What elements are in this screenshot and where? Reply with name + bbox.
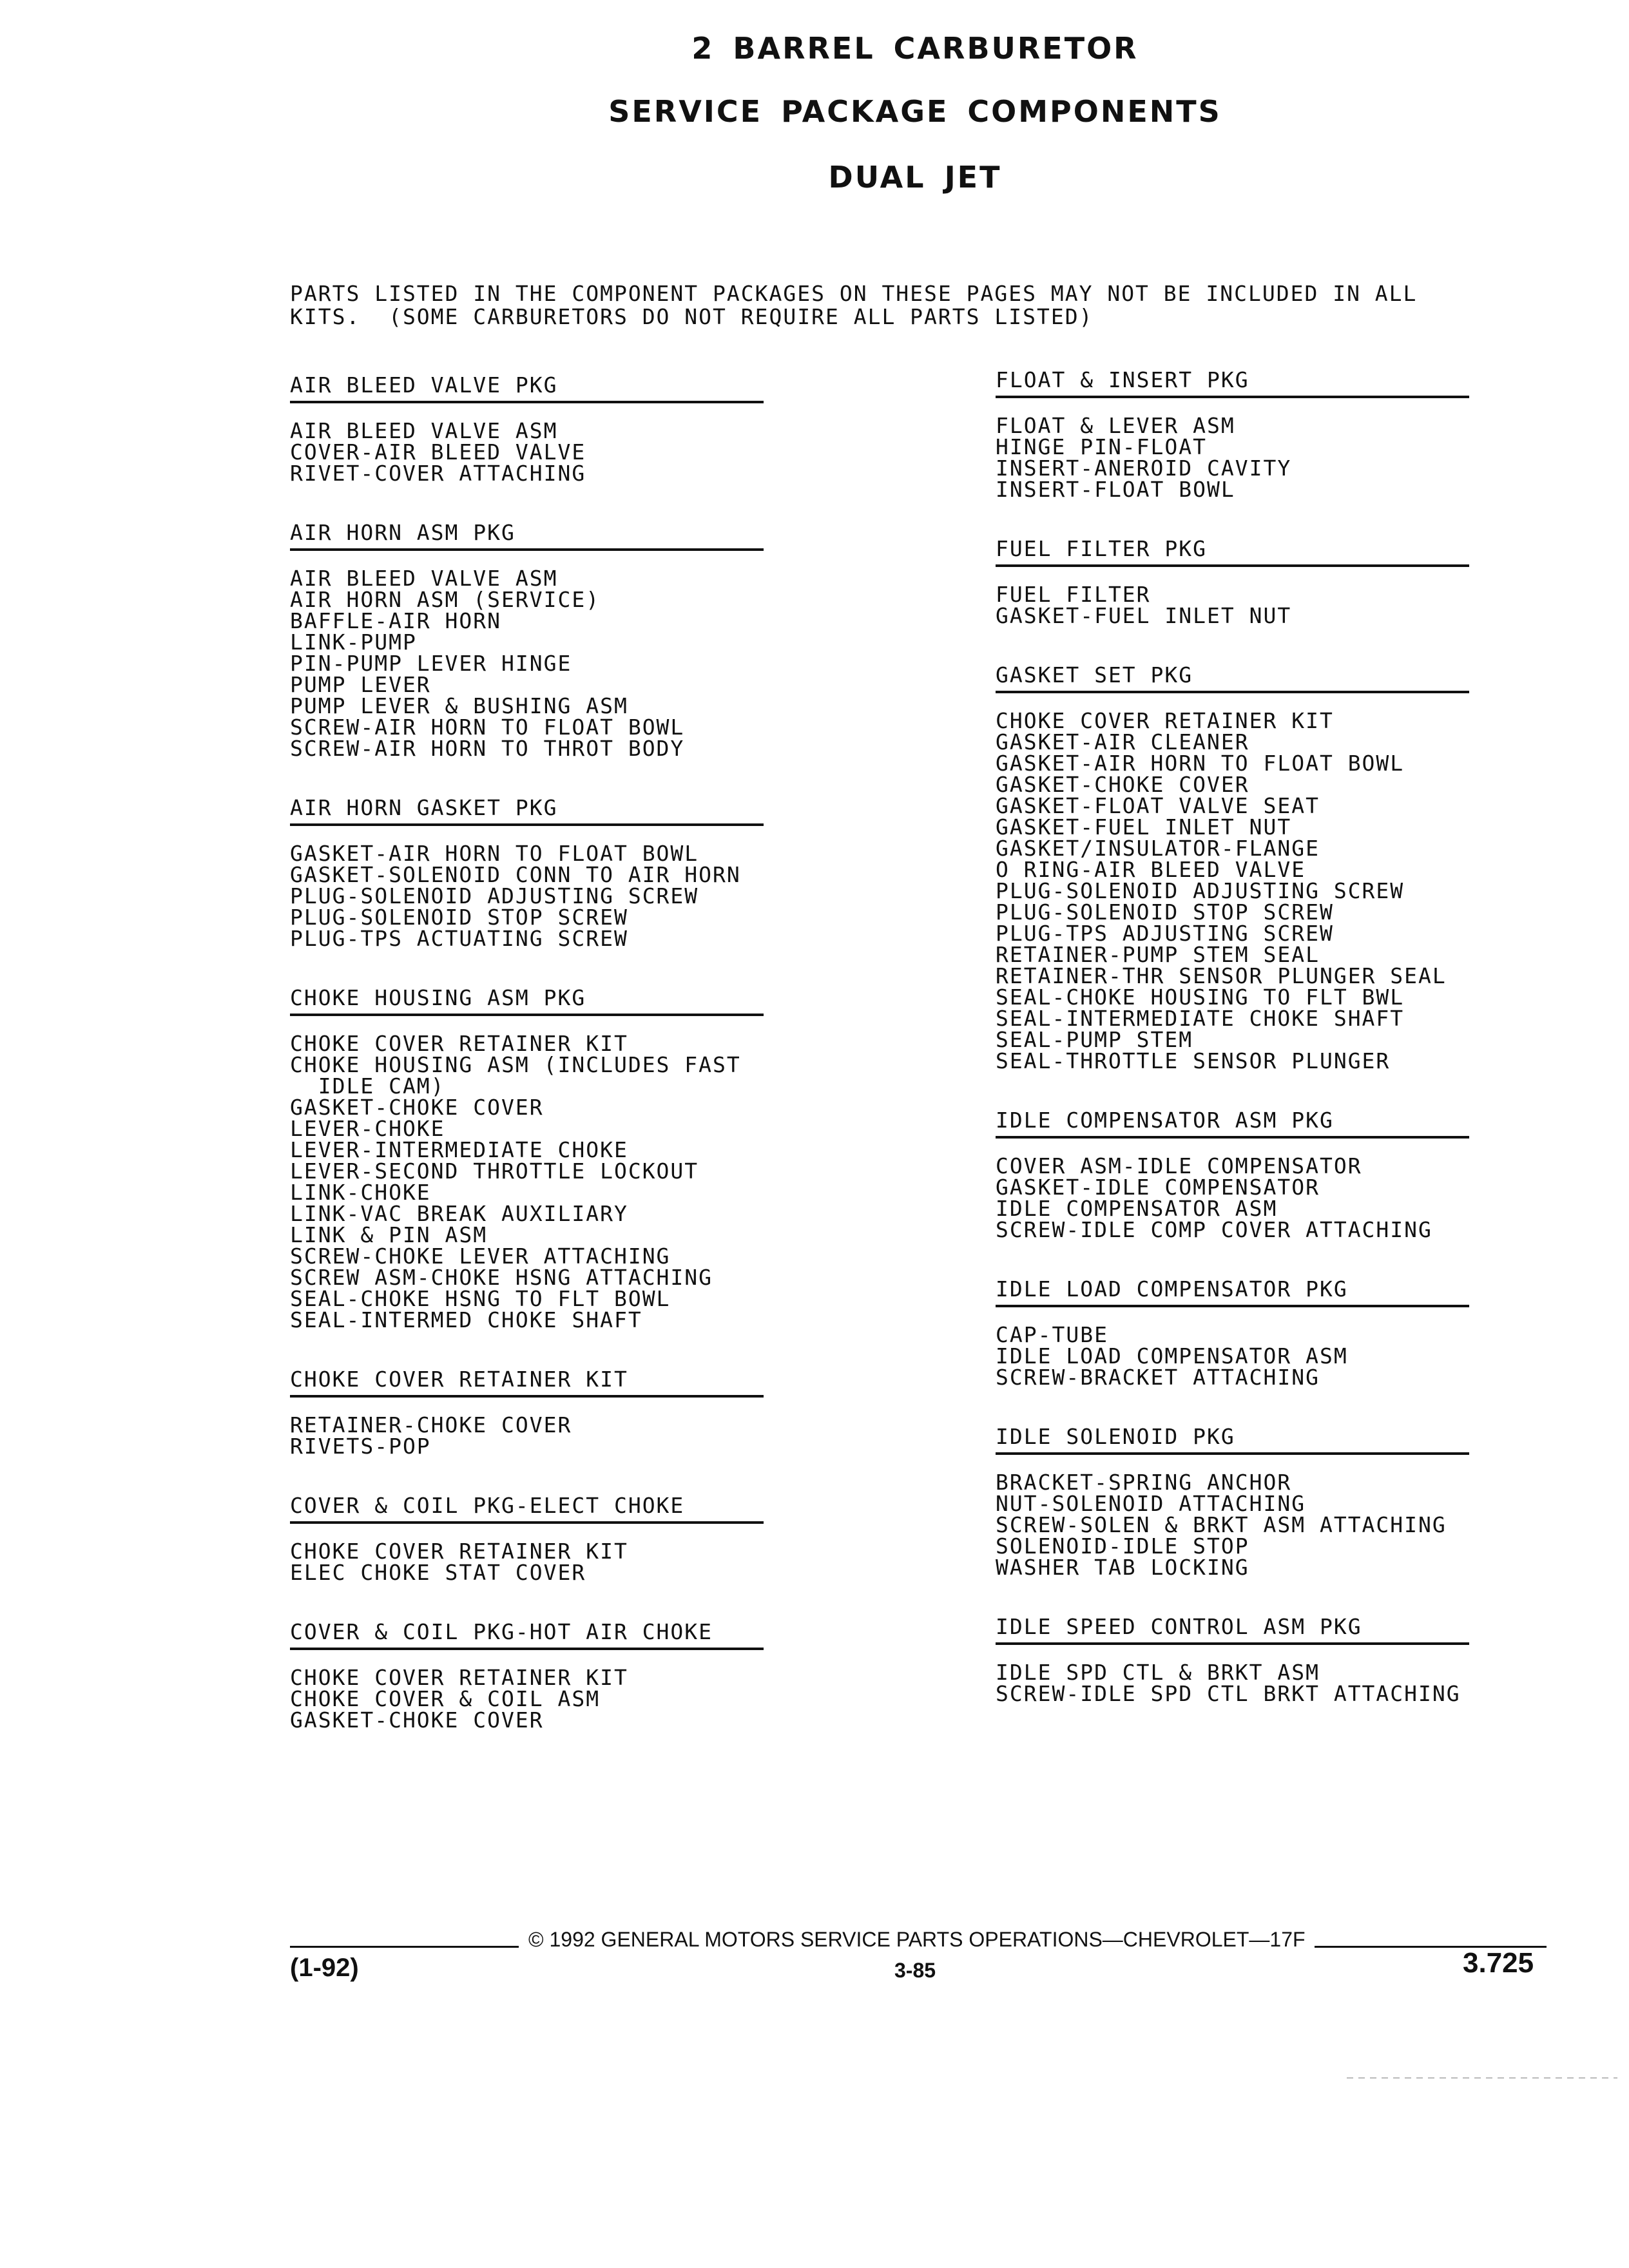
package-item: IDLE CAM)	[290, 1073, 445, 1099]
package-section	[996, 1278, 1485, 1388]
package-item: PUMP LEVER	[290, 672, 431, 697]
package-item-list	[290, 1414, 780, 1457]
package-title: FLOAT & INSERT PKG	[996, 369, 1469, 398]
copyright-line: © 1992 GENERAL MOTORS SERVICE PARTS OPERATIONS—CHEVROLET—17F	[528, 1928, 1306, 1951]
package-item: RETAINER-THR SENSOR PLUNGER SEAL	[996, 963, 1447, 988]
package-item-list	[290, 1667, 780, 1731]
package-item-list	[996, 1155, 1485, 1240]
package-title: COVER & COIL PKG-ELECT CHOKE	[290, 1494, 764, 1524]
package-item-list	[996, 584, 1485, 626]
package-item: SCREW-AIR HORN TO THROT BODY	[290, 736, 685, 761]
page-title: 2 BARREL CARBURETOR	[691, 31, 1139, 66]
package-item-list	[996, 1662, 1485, 1704]
package-item: PUMP LEVER & BUSHING ASM	[290, 693, 628, 718]
package-item: GASKET-FUEL INLET NUT	[996, 814, 1292, 840]
package-item: SCREW-BRACKET ATTACHING	[996, 1365, 1320, 1390]
package-item: SEAL-INTERMED CHOKE SHAFT	[290, 1307, 642, 1332]
package-item: GASKET-FUEL INLET NUT	[996, 603, 1292, 628]
package-item: SCREW-CHOKE LEVER ATTACHING	[290, 1244, 671, 1269]
package-section	[996, 1425, 1485, 1578]
package-section	[996, 537, 1485, 626]
package-item-list	[996, 1472, 1485, 1578]
package-item: GASKET/INSULATOR-FLANGE	[996, 836, 1320, 861]
package-item-list	[996, 1324, 1485, 1388]
package-title: CHOKE COVER RETAINER KIT	[290, 1368, 764, 1398]
package-item: AIR BLEED VALVE ASM	[290, 418, 558, 443]
package-item: NUT-SOLENOID ATTACHING	[996, 1491, 1306, 1516]
package-item: GASKET-CHOKE COVER	[996, 772, 1249, 797]
package-section	[996, 1109, 1485, 1240]
package-item: CAP-TUBE	[996, 1322, 1108, 1347]
package-item: IDLE COMPENSATOR ASM	[996, 1196, 1278, 1221]
package-section	[290, 1494, 780, 1583]
package-item: RETAINER-PUMP STEM SEAL	[996, 942, 1320, 967]
package-item-list	[290, 1033, 780, 1331]
package-section	[290, 986, 780, 1331]
package-item: PLUG-TPS ACTUATING SCREW	[290, 926, 628, 951]
package-item: PLUG-SOLENOID STOP SCREW	[996, 899, 1334, 925]
package-item: RIVET-COVER ATTACHING	[290, 461, 586, 486]
package-item: CHOKE COVER RETAINER KIT	[290, 1539, 628, 1564]
package-item: LINK-CHOKE	[290, 1180, 431, 1205]
package-item: RETAINER-CHOKE COVER	[290, 1412, 572, 1437]
package-item: CHOKE HOUSING ASM (INCLUDES FAST	[290, 1052, 741, 1077]
right-column	[996, 369, 1485, 1742]
package-item: IDLE LOAD COMPENSATOR ASM	[996, 1343, 1348, 1369]
package-item: CHOKE COVER RETAINER KIT	[996, 708, 1334, 733]
package-item: COVER ASM-IDLE COMPENSATOR	[996, 1153, 1362, 1178]
package-title: IDLE SPEED CONTROL ASM PKG	[996, 1615, 1469, 1645]
package-item: SEAL-INTERMEDIATE CHOKE SHAFT	[996, 1006, 1405, 1031]
package-title: AIR HORN GASKET PKG	[290, 796, 764, 826]
package-item: INSERT-FLOAT BOWL	[996, 477, 1235, 502]
package-item: LINK & PIN ASM	[290, 1222, 488, 1247]
package-item: WASHER TAB LOCKING	[996, 1555, 1249, 1580]
package-title: AIR HORN ASM PKG	[290, 521, 764, 551]
package-item: CHOKE COVER RETAINER KIT	[290, 1031, 628, 1056]
package-title: FUEL FILTER PKG	[996, 537, 1469, 567]
package-item: PIN-PUMP LEVER HINGE	[290, 651, 572, 676]
package-section	[290, 374, 780, 484]
package-item: SEAL-THROTTLE SENSOR PLUNGER	[996, 1048, 1391, 1073]
package-item-list	[996, 710, 1485, 1072]
package-item: BRACKET-SPRING ANCHOR	[996, 1470, 1292, 1495]
date-code: (1-92)	[290, 1954, 359, 1982]
package-section	[996, 1615, 1485, 1704]
package-item-list	[290, 1541, 780, 1583]
package-item: PLUG-SOLENOID ADJUSTING SCREW	[290, 883, 699, 908]
package-item-list	[290, 420, 780, 484]
package-item-list	[290, 568, 780, 759]
package-item: PLUG-TPS ADJUSTING SCREW	[996, 921, 1334, 946]
left-column	[290, 374, 780, 1768]
package-item: GASKET-IDLE COMPENSATOR	[996, 1175, 1320, 1200]
package-item: SCREW-IDLE SPD CTL BRKT ATTACHING	[996, 1681, 1461, 1706]
package-item: IDLE SPD CTL & BRKT ASM	[996, 1660, 1320, 1685]
package-title: AIR BLEED VALVE PKG	[290, 374, 764, 403]
package-item: LEVER-SECOND THROTTLE LOCKOUT	[290, 1158, 699, 1184]
package-item: SOLENOID-IDLE STOP	[996, 1533, 1249, 1559]
package-item: O RING-AIR BLEED VALVE	[996, 857, 1306, 882]
package-item: LINK-PUMP	[290, 629, 417, 655]
package-item: SCREW-SOLEN & BRKT ASM ATTACHING	[996, 1512, 1447, 1537]
section-number: 3.725	[1463, 1947, 1534, 1979]
page-subtitle: SERVICE PACKAGE COMPONENTS	[608, 94, 1222, 129]
package-item: GASKET-AIR HORN TO FLOAT BOWL	[996, 751, 1405, 776]
page-subtitle-type: DUAL JET	[828, 160, 1002, 195]
package-item: CHOKE COVER RETAINER KIT	[290, 1665, 628, 1690]
package-item: PLUG-SOLENOID STOP SCREW	[290, 905, 628, 930]
package-item: FLOAT & LEVER ASM	[996, 413, 1235, 438]
package-item: LINK-VAC BREAK AUXILIARY	[290, 1201, 628, 1226]
footer-rule-left	[290, 1946, 519, 1948]
package-title: IDLE LOAD COMPENSATOR PKG	[996, 1278, 1469, 1307]
scan-artifact-divider	[1347, 2077, 1617, 2079]
package-item: INSERT-ANEROID CAVITY	[996, 456, 1292, 481]
package-item: SCREW ASM-CHOKE HSNG ATTACHING	[290, 1265, 713, 1290]
package-item: CHOKE COVER & COIL ASM	[290, 1686, 601, 1711]
package-item: ELEC CHOKE STAT COVER	[290, 1560, 586, 1585]
package-item: GASKET-CHOKE COVER	[290, 1707, 544, 1733]
package-item: SCREW-IDLE COMP COVER ATTACHING	[996, 1217, 1432, 1242]
package-section	[290, 796, 780, 949]
package-section	[996, 664, 1485, 1072]
package-item: SEAL-CHOKE HOUSING TO FLT BWL	[996, 985, 1405, 1010]
package-item: HINGE PIN-FLOAT	[996, 434, 1208, 459]
package-item: GASKET-CHOKE COVER	[290, 1095, 544, 1120]
package-item: SCREW-AIR HORN TO FLOAT BOWL	[290, 715, 685, 740]
package-item: SEAL-CHOKE HSNG TO FLT BOWL	[290, 1286, 671, 1311]
parts-disclaimer-note: PARTS LISTED IN THE COMPONENT PACKAGES ON THESE PAGES MAY NOT BE INCLUDED IN ALL KITS. (SOME CARBURETORS DO NOT REQUIRE ALL PARTS LISTED)	[290, 281, 1418, 329]
package-item-list	[290, 843, 780, 949]
page-number: 3-85	[894, 1959, 936, 1982]
package-section	[996, 369, 1485, 500]
package-title: IDLE COMPENSATOR ASM PKG	[996, 1109, 1469, 1139]
package-item: LEVER-INTERMEDIATE CHOKE	[290, 1137, 628, 1162]
package-title: CHOKE HOUSING ASM PKG	[290, 986, 764, 1016]
package-item: LEVER-CHOKE	[290, 1116, 445, 1141]
package-item: PLUG-SOLENOID ADJUSTING SCREW	[996, 878, 1405, 903]
package-item: GASKET-AIR HORN TO FLOAT BOWL	[290, 841, 699, 866]
package-item-list	[996, 415, 1485, 500]
package-item: AIR BLEED VALVE ASM	[290, 566, 558, 591]
package-title: GASKET SET PKG	[996, 664, 1469, 693]
package-item: BAFFLE-AIR HORN	[290, 608, 502, 633]
package-item: GASKET-AIR CLEANER	[996, 729, 1249, 754]
package-section	[290, 1368, 780, 1457]
package-title: IDLE SOLENOID PKG	[996, 1425, 1469, 1455]
package-section	[290, 1620, 780, 1731]
package-item: GASKET-FLOAT VALVE SEAT	[996, 793, 1320, 818]
package-item: GASKET-SOLENOID CONN TO AIR HORN	[290, 862, 741, 887]
package-item: SEAL-PUMP STEM	[996, 1027, 1193, 1052]
package-item: COVER-AIR BLEED VALVE	[290, 439, 586, 465]
package-item: RIVETS-POP	[290, 1434, 431, 1459]
package-item: FUEL FILTER	[996, 582, 1151, 607]
package-section	[290, 521, 780, 759]
package-title: COVER & COIL PKG-HOT AIR CHOKE	[290, 1620, 764, 1650]
package-item: AIR HORN ASM (SERVICE)	[290, 587, 601, 612]
